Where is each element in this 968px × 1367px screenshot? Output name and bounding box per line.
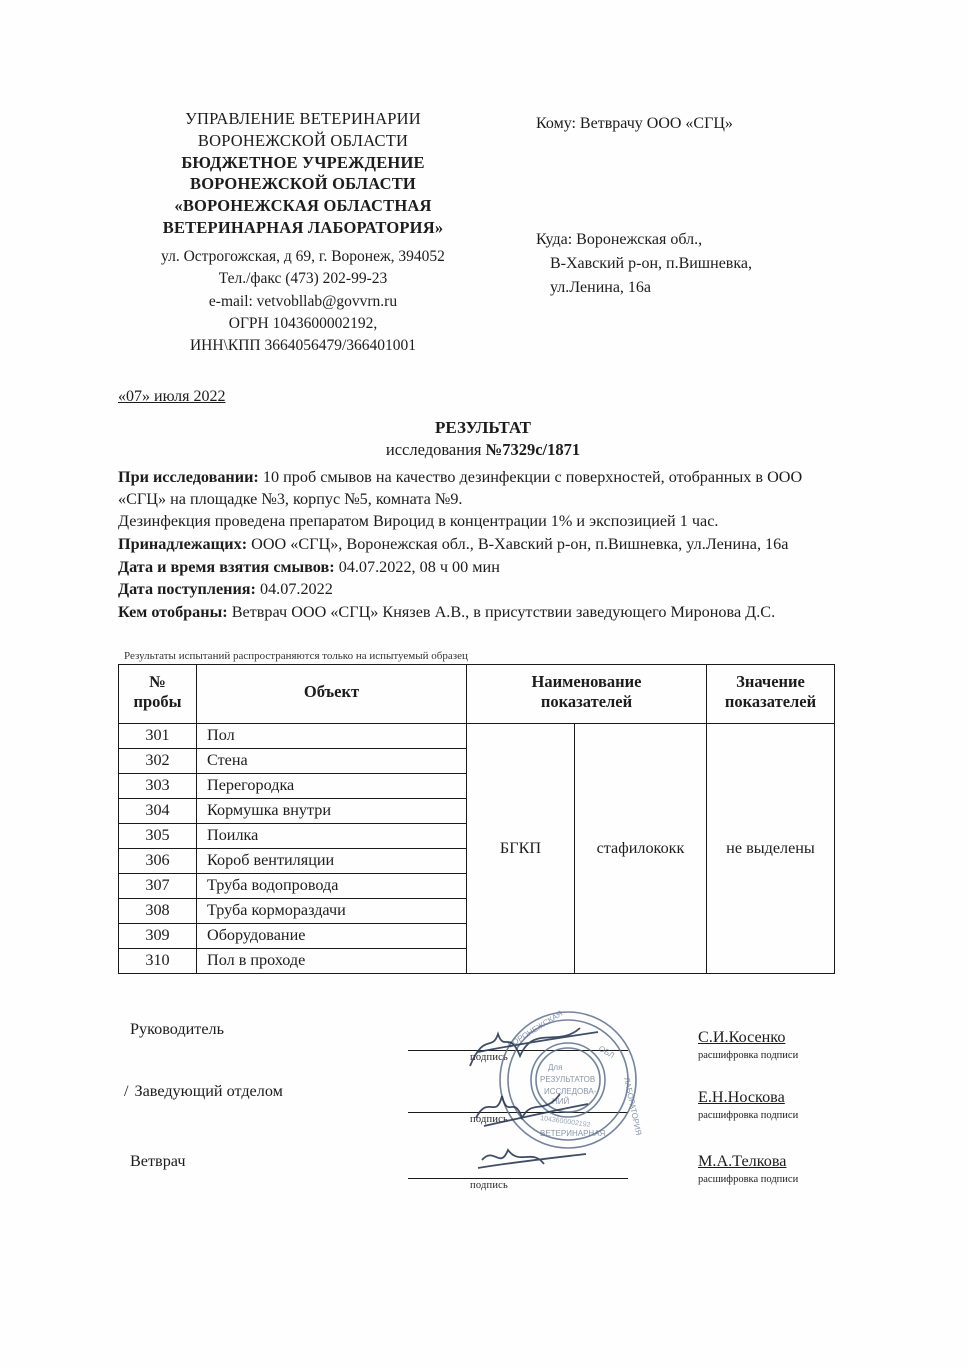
th-sample-no-line1: № [149,671,166,691]
destination-address [536,228,836,300]
signature-role-text: Заведующий отделом [134,1082,283,1101]
org-line-4: ВОРОНЕЖСКОЙ ОБЛАСТИ [190,174,416,194]
th-sample-no-line2: пробы [133,692,182,712]
svg-text:ВОРОНЕЖСКАЯ: ВОРОНЕЖСКАЯ [506,1008,565,1050]
cell-indicator-bgkp: БГКП [467,724,575,974]
addressee: Кому: Ветврачу ООО «СГЦ» [536,115,733,132]
th-sample-no [119,664,197,723]
recipient-block [536,108,836,300]
table-note: Результаты испытаний распространяются только на испытуемый образец [124,649,468,662]
cell-sample-no: 310 [119,949,197,974]
cell-sample-no: 306 [119,849,197,874]
signature-role: Руководитель [130,1020,225,1039]
org-line-6: ВЕТЕРИНАРНАЯ ЛАБОРАТОРИЯ» [162,217,444,237]
page-title: РЕЗУЛЬТАТ [435,417,531,437]
sampling-paragraph [118,557,848,579]
contact-email: e-mail: vetvobllab@govvrn.ru [208,292,398,310]
org-line-3: БЮДЖЕТНОЕ УЧРЕЖДЕНИЕ [181,152,425,172]
contact-ogrn: ОГРН 1043600002192, [228,315,378,332]
th-indicator-line2: показателей [540,692,633,712]
th-indicator-name [467,664,707,723]
disinfection-paragraph: Дезинфекция проведена препаратом Вироцид в концентрации 1% и экспозицией 1 час. [118,512,719,531]
cell-object: Перегородка [197,774,467,799]
organization-contacts [118,246,488,358]
received-text: 04.07.2022 [255,580,333,599]
signature-decode-label: расшифровка подписи [698,1110,799,1122]
cell-object: Труба кормораздачи [197,899,467,924]
belongs-label: Принадлежащих: [118,535,248,554]
received-paragraph [118,579,848,601]
organization-block [118,108,488,358]
result-number-prefix: исследования [385,439,486,459]
document-header [118,108,848,358]
signature-name: Е.Н.Носкова [698,1088,785,1107]
signature-block [118,1008,848,1220]
signature-row-director [118,1020,848,1085]
cell-sample-no: 305 [119,824,197,849]
cell-object: Короб вентиляции [197,849,467,874]
research-paragraph [118,467,848,510]
belongs-paragraph [118,534,848,556]
signature-name: М.А.Телкова [698,1152,787,1171]
svg-text:1043600002192: 1043600002192 [539,1115,591,1130]
contact-phone: Тел./факс (473) 202-99-23 [218,270,388,288]
cell-sample-no: 308 [119,899,197,924]
contact-address: ул. Острогожская, д 69, г. Воронеж, 394052 [161,247,445,265]
document-content [118,108,848,1220]
cell-object: Оборудование [197,924,467,949]
org-line-1: УПРАВЛЕНИЕ ВЕТЕРИНАРИИ [185,109,421,128]
signature-caption: подпись [470,1052,508,1064]
cell-sample-no: 307 [119,874,197,899]
signature-caption: подпись [470,1180,508,1192]
results-table [118,664,835,974]
svg-text:Для: Для [548,1063,563,1073]
cell-object: Кормушка внутри [197,799,467,824]
svg-text:ВЕТЕРИНАРНАЯ: ВЕТЕРИНАРНАЯ [540,1129,606,1139]
th-value-line2: показателей [724,692,817,712]
svg-text:НИЙ: НИЙ [552,1097,570,1107]
th-indicator-value [707,664,835,723]
signature-line [408,1112,628,1113]
svg-text:ОБЛ: ОБЛ [597,1044,616,1061]
cell-sample-no: 304 [119,799,197,824]
signature-role: / Заведующий отделом [124,1082,283,1101]
sampling-text: 04.07.2022, 08 ч 00 мин [334,557,500,576]
signature-role: Ветврач [130,1152,186,1171]
signature-row-head-of-department [118,1082,848,1144]
th-indicator-line1: Наименование [531,671,642,691]
research-text: 10 проб смывов на качество дезинфекции с поверхностей, отобранных в ООО «СГЦ» на площадке №3, корпус №5, комната №9. [118,467,803,508]
document-date: «07» июля 2022 [118,387,226,405]
belongs-text: ООО «СГЦ», Воронежская обл., В-Хавский р-он, п.Вишневка, ул.Ленина, 16а [247,535,789,554]
svg-text:ЛАБОРАТОРИЯ: ЛАБОРАТОРИЯ [622,1076,644,1137]
result-number [118,440,848,460]
cell-object: Поилка [197,824,467,849]
cell-object: Стена [197,749,467,774]
signature-caption: подпись [470,1114,508,1126]
contact-inn-kpp: ИНН\КПП 3664056479/366401001 [189,337,417,355]
org-line-2: ВОРОНЕЖСКОЙ ОБЛАСТИ [197,130,409,150]
cell-sample-no: 301 [119,724,197,749]
org-line-5: «ВОРОНЕЖСКАЯ ОБЛАСТНАЯ [174,196,432,216]
destination-line-1: Куда: Воронежская обл., [536,231,703,248]
cell-sample-no: 309 [119,924,197,949]
cell-sample-no: 302 [119,749,197,774]
research-label: При исследовании: [118,467,259,486]
cell-object: Труба водопровода [197,874,467,899]
cell-indicator-staph: стафилококк [575,724,707,974]
th-value-line1: Значение [736,671,805,691]
received-label: Дата поступления: [118,580,256,599]
svg-text:ИССЛЕДОВА-: ИССЛЕДОВА- [544,1087,597,1097]
table-header-row [119,664,835,723]
cell-object: Пол в проходе [197,949,467,974]
taken-by-label: Кем отобраны: [118,603,228,622]
svg-text:РЕЗУЛЬТАТОВ: РЕЗУЛЬТАТОВ [540,1075,596,1085]
signature-row-vet [118,1144,848,1206]
result-number-value: №7329с/1871 [485,439,581,459]
destination-line-3: ул.Ленина, 16а [550,279,652,296]
cell-sample-no: 303 [119,774,197,799]
taken-by-paragraph [118,602,848,624]
destination-line-2: В-Хавский р-он, п.Вишневка, [550,255,752,272]
signature-decode-label: расшифровка подписи [698,1174,799,1186]
sampling-label: Дата и время взятия смывов: [118,557,335,576]
signature-name: С.И.Косенко [698,1028,786,1047]
signature-line [408,1178,628,1179]
taken-by-text: Ветврач ООО «СГЦ» Князев А.В., в присутствии заведующего Миронова Д.С. [227,603,776,622]
table-row [119,724,835,749]
signature-decode-label: расшифровка подписи [698,1050,799,1062]
cell-object: Пол [197,724,467,749]
th-object: Объект [197,664,467,723]
signature-line [408,1050,628,1051]
cell-value-result: не выделены [707,724,835,974]
